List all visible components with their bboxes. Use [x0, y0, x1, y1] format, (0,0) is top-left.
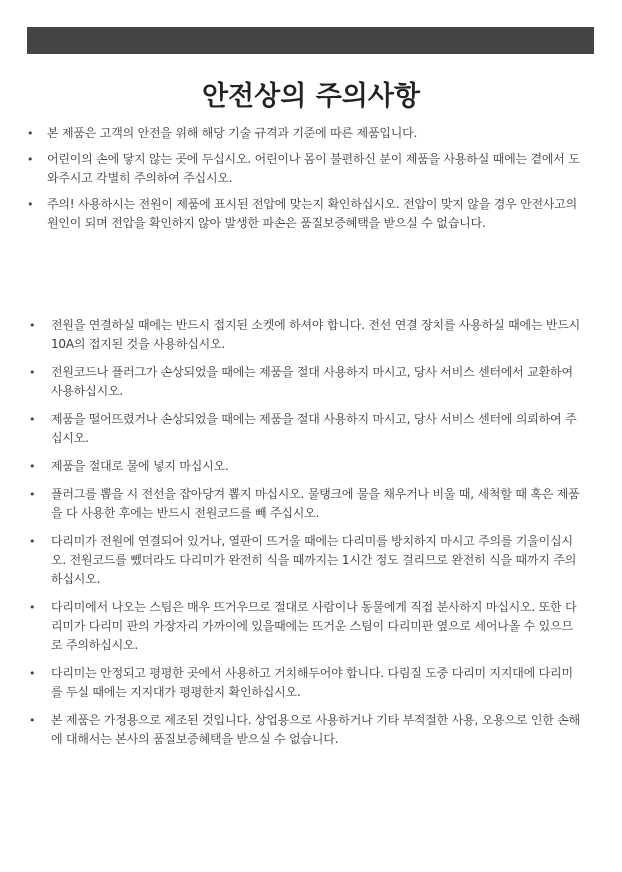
list-item-text: 본 제품은 가정용으로 제조된 것입니다. 상업용으로 사용하거나 기타 부적절한 사용, 오용으로 인한 손해에 대해서는 본사의 품질보증혜택을 받으실 수 없습니다. [51, 713, 581, 746]
list-item-text: 전원코드나 플러그가 손상되었을 때에는 제품을 절대 사용하지 마시고, 당사 서비스 센터에서 교환하여 사용하십시오. [51, 365, 573, 398]
bullet-icon: • [29, 413, 36, 426]
list-item [0, 457, 584, 476]
list-item-text: 제품을 떨어뜨렸거나 손상되었을 때에는 제품을 절대 사용하지 마시고, 당사 서비스 센터에 의뢰하여 주십시오. [51, 412, 577, 445]
bullet-icon: • [29, 601, 36, 614]
page-title: 안전상의 주의사항 [201, 81, 421, 112]
list-item [0, 532, 584, 589]
list-item [0, 316, 584, 354]
list-item-text: 플러그를 뽑을 시 전선을 잡아당겨 뽑지 마십시오. 물탱크에 물을 채우거나 비울 때, 세척할 때 혹은 제품을 다 사용한 후에는 반드시 전원코드를 빼 주십시오. [51, 487, 580, 520]
list-item-text: 본 제품은 고객의 안전을 위해 해당 기술 규격과 기준에 따른 제품입니다. [47, 126, 418, 140]
list-item-text: 어린이의 손에 닿지 않는 곳에 두십시오. 어린이나 몸이 불편하신 분이 제품을 사용하실 때에는 곁에서 도와주시고 각별히 주의하여 주십시오. [47, 152, 580, 185]
list-item [0, 711, 584, 749]
bullet-icon: • [29, 366, 36, 379]
intro-list [0, 124, 622, 240]
bullet-icon: • [29, 714, 36, 727]
list-item-text: 제품을 절대로 물에 넣지 마십시오. [51, 459, 229, 473]
warning-list [0, 316, 622, 758]
bullet-icon: • [27, 198, 34, 211]
bullet-icon: • [29, 460, 36, 473]
list-item [0, 664, 584, 702]
list-item [0, 195, 582, 233]
bullet-icon: • [29, 535, 36, 548]
header-bar [27, 27, 594, 54]
bullet-icon: • [27, 153, 34, 166]
list-item-text: 주의! 사용하시는 전원이 제품에 표시된 전압에 맞는지 확인하십시오. 전압이 맞지 않을 경우 안전사고의 원인이 되며 전압을 확인하지 않아 발생한 파손은 품질보증혜택을 받으실 수 없습니다. [47, 197, 578, 230]
bullet-icon: • [27, 127, 34, 140]
list-item [0, 124, 582, 143]
list-item-text: 다리미가 전원에 연결되어 있거나, 열판이 뜨거울 때에는 다리미를 방치하지 마시고 주의를 기울이십시오. 전원코드를 뺐더라도 다리미가 완전히 식을 때까지는 1시간 정도 걸리므로 완전히 식을 때까지 주의하십시오. [51, 534, 577, 586]
bullet-icon: • [29, 319, 36, 332]
list-item [0, 410, 584, 448]
list-item [0, 598, 584, 655]
bullet-icon: • [29, 667, 36, 680]
list-item-text: 다리미에서 나오는 스팀은 매우 뜨거우므로 절대로 사람이나 동물에게 직접 분사하지 마십시오. 또한 다리미가 다리미 판의 가장자리 가까이에 있을때에는 뜨거운 스팀이 다리미판 옆으로 세어나올 수 있으므로 주의하십시오. [51, 600, 577, 652]
list-item [0, 485, 584, 523]
bullet-icon: • [29, 488, 36, 501]
list-item-text: 다리미는 안정되고 평평한 곳에서 사용하고 거치해두어야 합니다. 다림질 도중 다리미 지지대에 다리미를 두실 때에는 지지대가 평평한지 확인하십시오. [51, 666, 573, 699]
list-item [0, 150, 582, 188]
list-item [0, 363, 584, 401]
list-item-text: 전원을 연결하실 때에는 반드시 접지된 소켓에 하셔야 합니다. 전선 연결 장치를 사용하실 때에는 반드시 10A의 접지된 것을 사용하십시오. [51, 318, 581, 351]
